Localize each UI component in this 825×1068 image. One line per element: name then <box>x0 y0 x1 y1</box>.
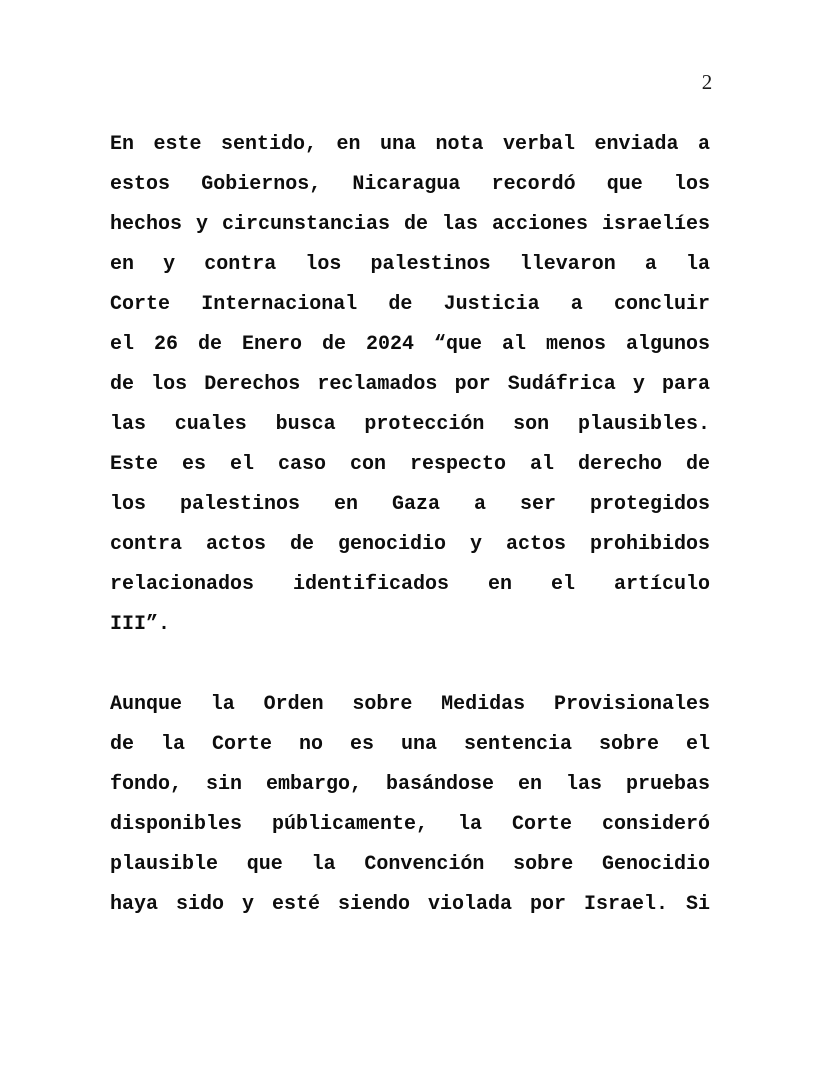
text-line: plausible que la Convención sobre Genocidio <box>110 853 710 876</box>
text-line: Aunque la Orden sobre Medidas Provisionales <box>110 693 710 716</box>
text-line: los palestinos en Gaza a ser protegidos <box>110 493 710 516</box>
page-number: 2 <box>701 70 713 94</box>
text-line: hechos y circunstancias de las acciones israelíes <box>110 213 710 236</box>
text-line: En este sentido, en una nota verbal enviada a <box>110 133 710 156</box>
text-line: disponibles públicamente, la Corte consideró <box>110 813 710 836</box>
text-line: Corte Internacional de Justicia a concluir <box>110 293 710 316</box>
text-line: Este es el caso con respecto al derecho de <box>110 453 710 476</box>
text-line: contra actos de genocidio y actos prohibidos <box>110 533 710 556</box>
text-line: en y contra los palestinos llevaron a la <box>110 253 710 276</box>
text-line: haya sido y esté siendo violada por Israel. Si <box>110 893 710 916</box>
text-line: estos Gobiernos, Nicaragua recordó que los <box>110 173 710 196</box>
text-line: de la Corte no es una sentencia sobre el <box>110 733 710 756</box>
document-body <box>110 125 710 925</box>
text-line: el 26 de Enero de 2024 “que al menos algunos <box>110 333 710 356</box>
text-line: fondo, sin embargo, basándose en las pruebas <box>110 773 710 796</box>
text-line: III”. <box>110 613 171 636</box>
text-line: relacionados identificados en el artículo <box>110 573 710 596</box>
paragraph <box>110 685 710 925</box>
paragraph <box>110 125 710 645</box>
text-line: las cuales busca protección son plausibles. <box>110 413 710 436</box>
text-line: de los Derechos reclamados por Sudáfrica y para <box>110 373 710 396</box>
